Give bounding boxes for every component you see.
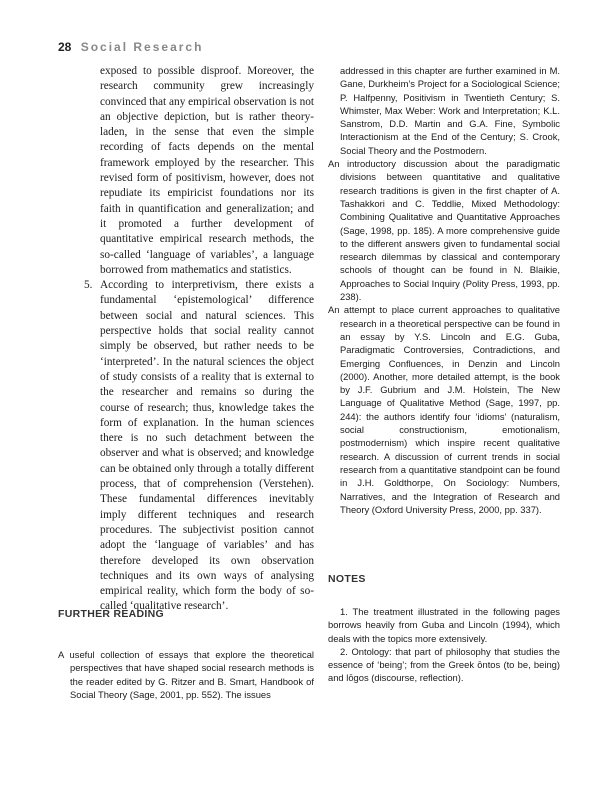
item-5-text: According to interpretivism, there exists a fundamental ‘epistemological’ difference between social and natural sciences. This perspective holds that social reality cannot simply be observed, but rather needs to be ‘interpreted’. In the natural sciences the object of study consists of a reality that is external to the researcher and remains so during the course of research; thus, knowledge takes the form of explanation. In the human sciences there is no such detachment between the observer and what is observed; and knowledge can be obtained only through a totally different process, that of comprehension (Verstehen). These fundamental differences inevitably imply different techniques and research procedures. The subjectivist position cannot adopt the ‘language of variables’ and has therefore developed its own observation techniques and its own ways of analysing empirical reality, which form the body of so-called ‘qualitative research’. [100,279,314,613]
left-column [84,64,314,615]
reading-entry-paradigms: An introductory discussion about the paradigmatic divisions between quantitative and qualitative research traditions is given in the first chapter of A. Tashakkori and C. Teddlie, Mixed Methodology: Combining Qualitative and Quantitative Approaches (Sage, 1998, pp. 185). A more comprehensive guide to the different answers given to fundamental social research dilemmas by classical and contemporary schools of thought can be found in N. Blaikie, Approaches to Social Inquiry (Polity Press, 1993, pp. 238). [328,158,560,303]
notes-heading: NOTES [328,573,366,585]
right-column [328,64,560,516]
reading-entry-collection: A useful collection of essays that explore the theoretical perspectives that have shaped social research methods is the reader edited by G. Ritzer and B. Smart, Handbook of Social Theory (Sage, 2001, pp. 552). The issues [58,649,314,700]
note-2: 2. Ontology: that part of philosophy that studies the essence of ‘being’; from the Greek ōntos (to be, being) and lōgos (discourse, reflection). [328,645,560,684]
item-number: 5. [84,279,93,292]
reading-entry-qualitative: An attempt to place current approaches to qualitative research in a theoretical perspective can be found in an essay by Y.S. Lincoln and E.G. Guba, Paradigmatic Controversies, Contradictions, and Emerging Confluences, in Denzin and Lincoln (2000). Another, more detailed attempt, is the book by J.F. Gubrium and J.M. Holstein, The New Language of Qualitative Method (Sage, 1997, pp. 244): the authors identify four ‘idioms’ (naturalism, social constructionism, emotionalism, postmodernism) which inspire recent qualitative research. A discussion of current trends in social research from a quantitative standpoint can be found in J.H. Goldthorpe, On Sociology: Numbers, Narratives, and the Integration of Research and Theory (Oxford University Press, 2000, pp. 337). [328,304,560,515]
further-reading-text [58,648,314,701]
running-header [58,40,203,54]
running-title: Social Research [80,40,204,54]
further-reading-heading: FURTHER READING [58,608,164,620]
notes-list [328,605,560,685]
page-number: 28 [58,40,72,54]
reading-continuation: addressed in this chapter are further examined in M. Gane, Durkheim’s Project for a Sociological Science; P. Halfpenny, Positivism in Twentieth Century; S. Whimster, Max Weber: Work and Interpretation; K.L. Sanstrom, D.D. Martin and G.A. Fine, Symbolic Interactionism at the End of the Century; S. Crook, Social Theory and the Postmodern. [340,65,560,156]
continuation-paragraph: exposed to possible disproof. Moreover, the research community grew increasingly convinced that any empirical observation is not an objective depiction, but is rather theory-laden, in the sense that even the simple recording of facts depends on the mental framework employed by the researcher. This revised form of positivism, however, does not repudiate its empiricist foundations nor its faith in quantification and generalization; and it promoted a further development of quantitative empirical research methods, the so-called ‘language of variables’, a language borrowed from mathematics and statistics. [100,65,314,276]
note-1: 1. The treatment illustrated in the following pages borrows heavily from Guba and Lincoln (1994), which deals with the topics more extensively. [328,606,560,644]
numbered-item-5 [84,278,314,615]
